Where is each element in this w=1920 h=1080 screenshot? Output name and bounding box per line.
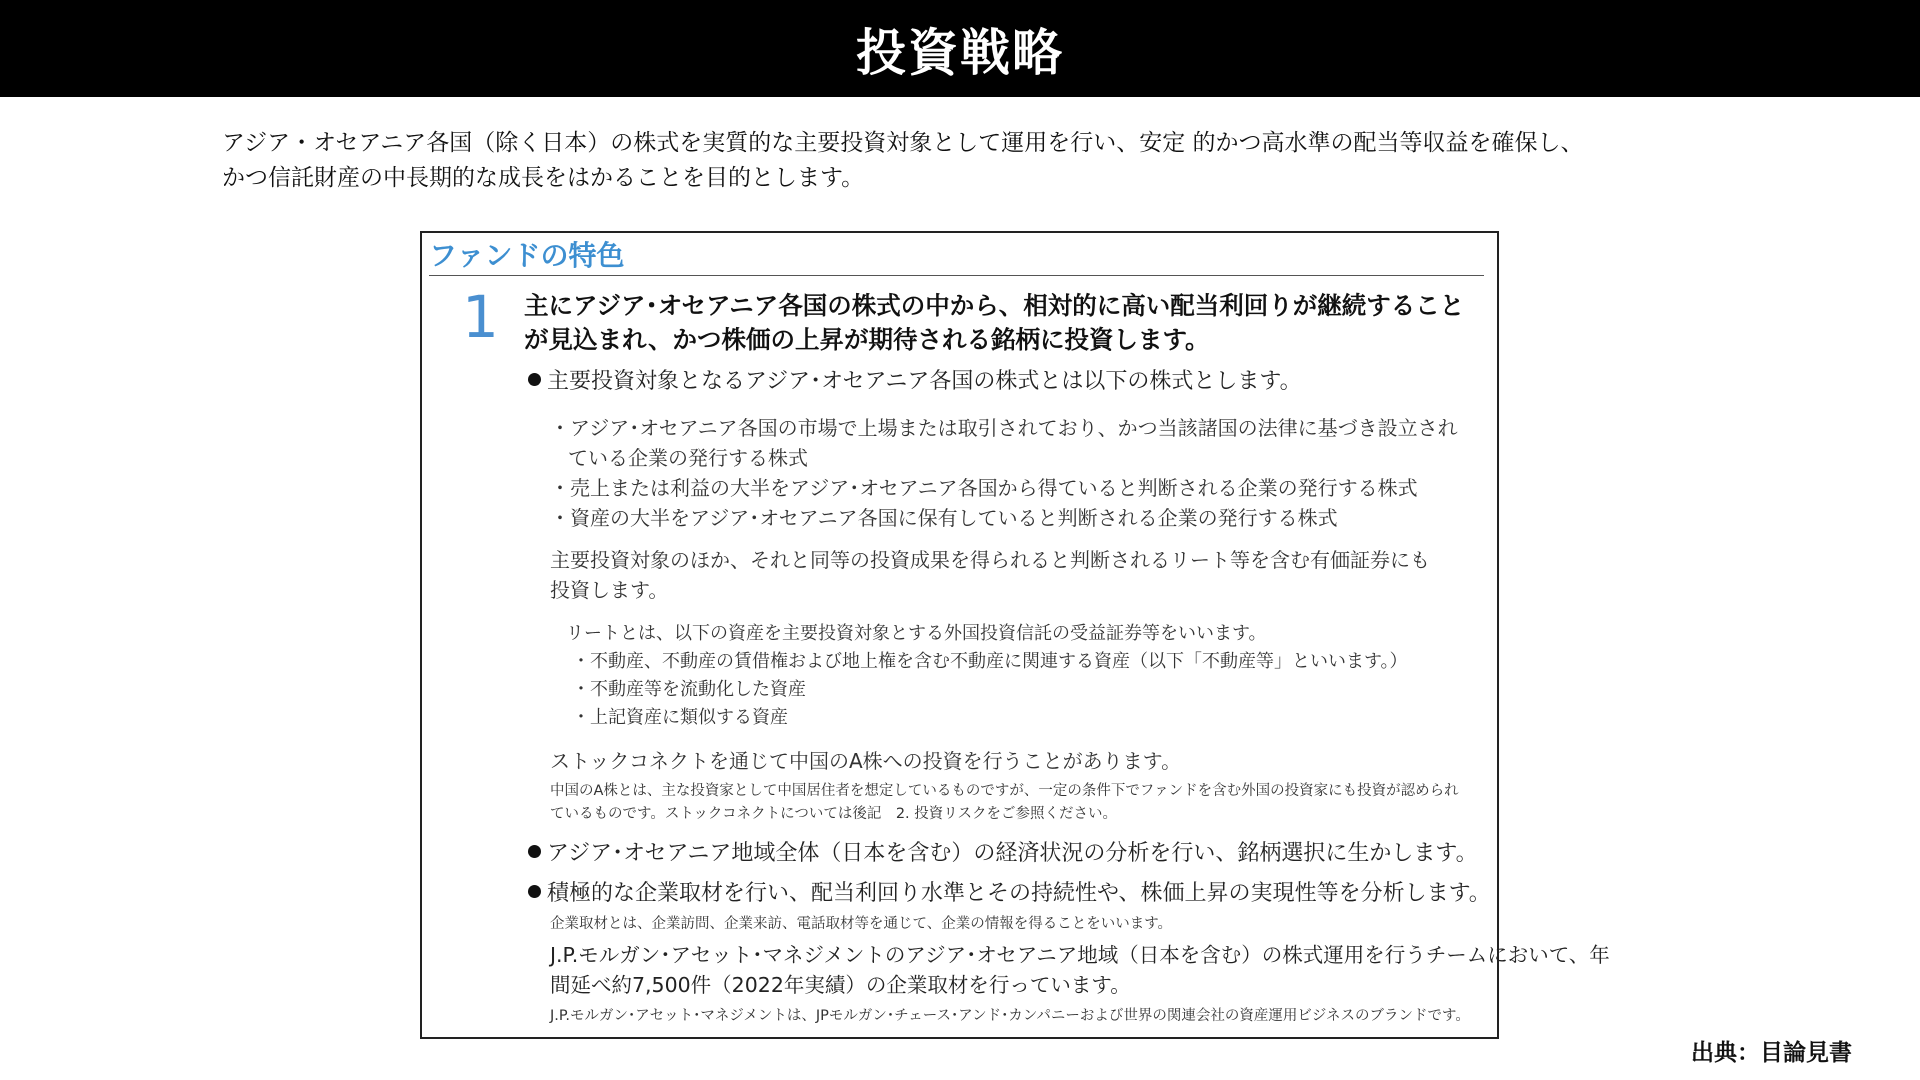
- reit-note-item-3: ・上記資産に類似する資産: [572, 707, 788, 728]
- bullet-dot-icon: [528, 885, 541, 898]
- intro-line-2: かつ信託財産の中長期的な成長をはかることを目的とします。: [222, 165, 865, 191]
- source-credit: 出典：目論見書: [1691, 1040, 1852, 1066]
- page-title: 投資戦略: [856, 23, 1064, 82]
- interview-note: 企業取材とは、企業訪問、企業来訪、電話取材等を通じて、企業の情報を得ることをいいます。: [550, 916, 1173, 932]
- heading-line-2: が見込まれ、かつ株価の上昇が期待される銘柄に投資します。: [524, 325, 1210, 354]
- a-share-note-line-2: ているものです。ストックコネクトについては後記 2. 投資リスクをご参照ください。: [550, 806, 1117, 822]
- jpm-line-1: J.P.モルガン･アセット･マネジメントのアジア･オセアニア地域（日本を含む）の株式運用を行うチームにおいて、年: [550, 943, 1610, 967]
- bullet-economic-analysis: [528, 839, 1478, 869]
- sub-item-1: ・アジア･オセアニア各国の市場で上場または取引されており、かつ当該諸国の法律に基づき設立され: [550, 416, 1458, 440]
- reit-note-intro: リートとは、以下の資産を主要投資対象とする外国投資信託の受益証券等をいいます。: [566, 623, 1267, 644]
- jpm-line-2: 間延べ約7,500件（2022年実績）の企業取材を行っています。: [550, 973, 1131, 997]
- heading-line-1: 主にアジア･オセアニア各国の株式の中から、相対的に高い配当利回りが継続すること: [524, 291, 1465, 320]
- feature-heading: [524, 289, 1494, 357]
- other-invest-line-1: 主要投資対象のほか、それと同等の投資成果を得られると判断されるリート等を含む有価証券にも: [550, 548, 1430, 572]
- sub-item-2: ・売上または利益の大半をアジア･オセアニア各国から得ていると判断される企業の発行する株式: [550, 476, 1418, 500]
- bullet-dot-icon: [528, 845, 541, 858]
- bullet-main-investment: [528, 367, 1302, 397]
- reit-note-item-2: ・不動産等を流動化した資産: [572, 679, 806, 700]
- feature-number: 1: [462, 283, 499, 351]
- bullet-dot-icon: [528, 373, 541, 386]
- bullet-text: アジア･オセアニア地域全体（日本を含む）の経済状況の分析を行い、銘柄選択に生かします。: [547, 841, 1478, 866]
- panel-title: ファンドの特色: [429, 233, 1484, 276]
- bullet-text: 主要投資対象となるアジア･オセアニア各国の株式とは以下の株式とします。: [547, 369, 1302, 394]
- bullet-company-interviews: [528, 879, 1491, 909]
- brand-note: J.P.モルガン･アセット･マネジメントは、JPモルガン･チェース･アンド･カンパニーおよび世界の関連会社の資産運用ビジネスのブランドです。: [550, 1008, 1470, 1024]
- intro-line-1: アジア・オセアニア各国（除く日本）の株式を実質的な主要投資対象として運用を行い、安定 的かつ高水準の配当等収益を確保し、: [222, 130, 1584, 156]
- bullet-text: 積極的な企業取材を行い、配当利回り水準とその持続性や、株価上昇の実現性等を分析します。: [547, 881, 1491, 906]
- a-share-note-line-1: 中国のA株とは、主な投資家として中国居住者を想定しているものですが、一定の条件下でファンドを含む外国の投資家にも投資が認められ: [550, 783, 1459, 799]
- fund-features-panel: [420, 231, 1610, 1039]
- title-bar: [0, 0, 1920, 97]
- stock-connect-text: ストックコネクトを通じて中国のA株への投資を行うことがあります。: [550, 749, 1182, 773]
- sub-item-3: ・資産の大半をアジア･オセアニア各国に保有していると判断される企業の発行する株式: [550, 506, 1338, 530]
- intro-text: [222, 126, 1782, 196]
- other-invest-line-2: 投資します。: [550, 578, 669, 602]
- sub-item-1-cont: ている企業の発行する株式: [568, 446, 808, 470]
- reit-note-item-1: ・不動産、不動産の賃借権および地上権を含む不動産に関連する資産（以下「不動産等」といいます。）: [572, 651, 1408, 672]
